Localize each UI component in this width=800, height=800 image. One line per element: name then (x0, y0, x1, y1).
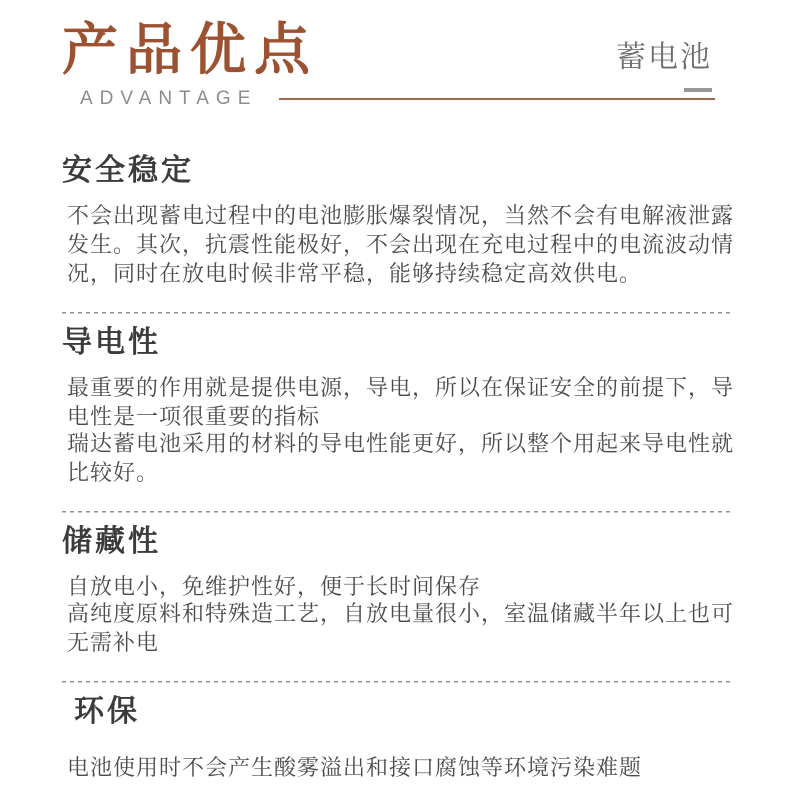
section-paragraph: 电池使用时不会产生酸雾溢出和接口腐蚀等环境污染难题 (67, 754, 643, 780)
dashed-divider (62, 681, 732, 683)
section-paragraph: 自放电小，免维护性好，便于长时间保存 (67, 573, 482, 599)
section-heading: 导电性 (62, 325, 161, 359)
section-heading: 环保 (74, 694, 140, 728)
header-accent-line (279, 98, 715, 100)
section-paragraph: 瑞达蓄电池采用的材料的导电性能更好，所以整个用起来导电性就比较好。 (67, 430, 735, 485)
section-heading: 安全稳定 (62, 153, 194, 187)
dashed-divider (62, 511, 732, 513)
section-safety-stability (62, 154, 735, 288)
category-underline (684, 88, 712, 92)
section-conductivity (62, 326, 735, 487)
section-paragraph: 最重要的作用就是提供电源，导电，所以在保证安全的前提下，导电性是一项很重要的指标 (67, 374, 735, 429)
category-label: 蓄电池 (616, 41, 712, 74)
section-paragraph: 不会出现蓄电过程中的电池膨胀爆裂情况，当然不会有电解液泄露发生。其次，抗震性能极好，不会出现在充电过程中的电流波动情况，同时在放电时候非常平稳，能够持续稳定高效供电。 (67, 202, 735, 286)
dashed-divider (62, 312, 732, 314)
header (62, 18, 735, 110)
section-heading: 储藏性 (62, 524, 161, 558)
section-paragraph: 高纯度原料和特殊造工艺，自放电量很小，室温储藏半年以上也可无需补电 (67, 600, 735, 655)
page-subtitle: ADVANTAGE (80, 87, 258, 109)
section-eco-friendly (62, 695, 735, 782)
category-label-block (616, 32, 712, 92)
advantage-list (62, 154, 735, 782)
section-storability (62, 525, 735, 657)
page-title: 产品优点 (62, 18, 318, 81)
